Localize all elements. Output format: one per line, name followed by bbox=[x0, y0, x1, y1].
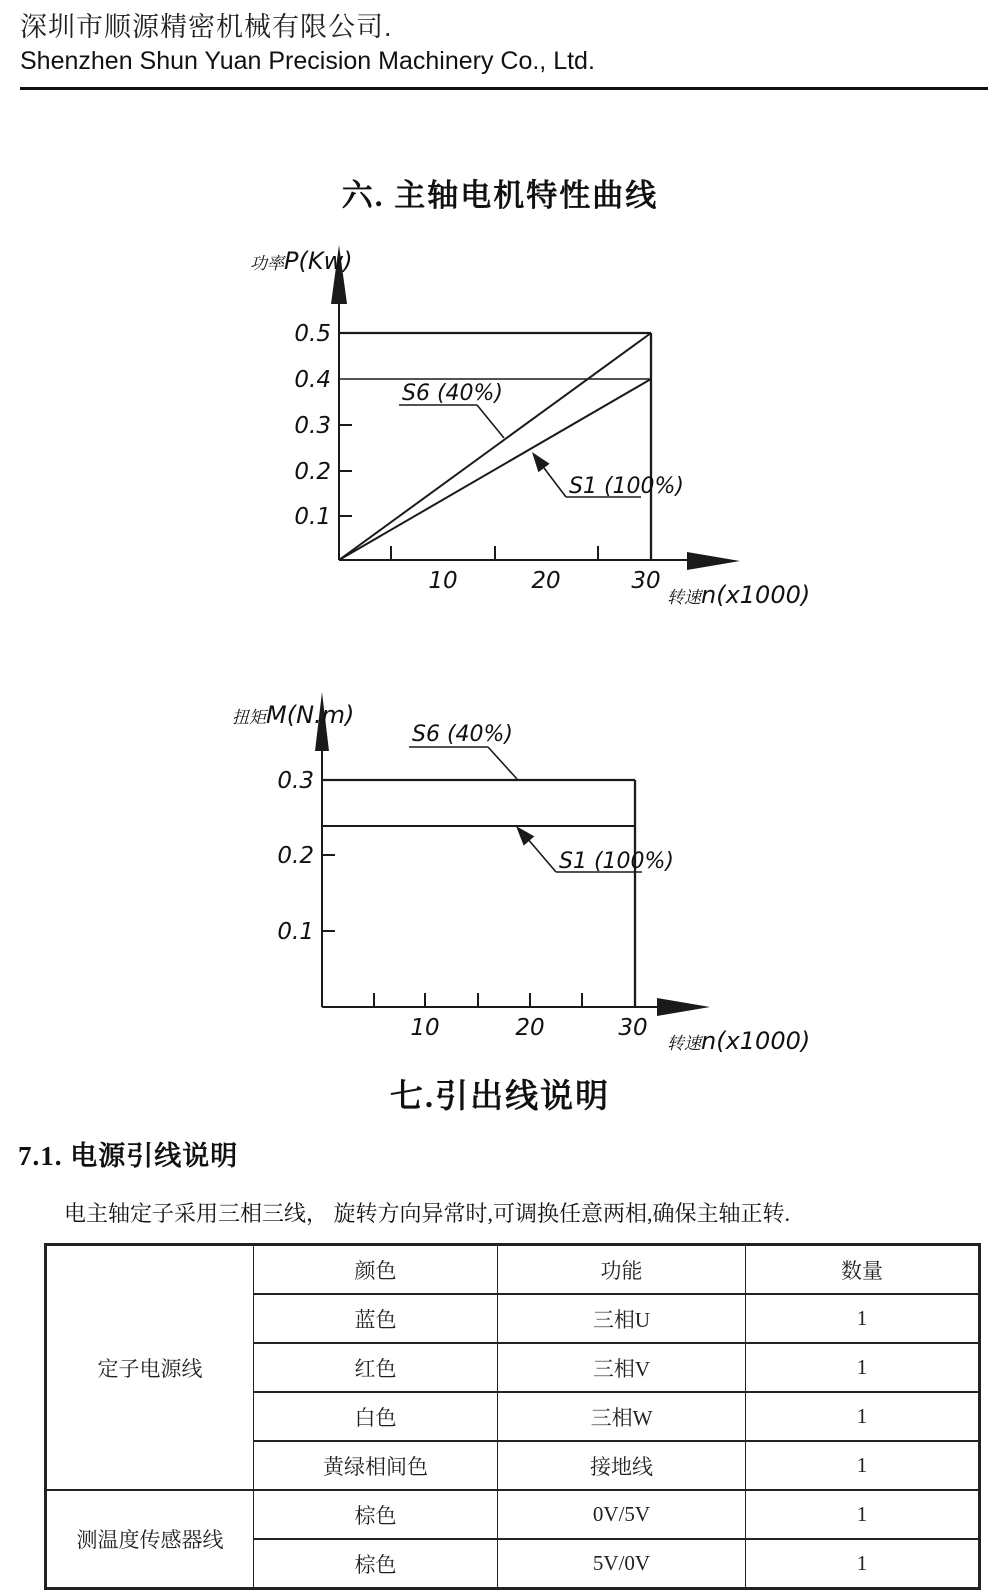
cell-color: 蓝色 bbox=[254, 1294, 498, 1343]
y-tick-label: 0.2 bbox=[294, 459, 331, 485]
section7-1-title: 7.1. 电源引线说明 bbox=[18, 1141, 239, 1171]
s6-label: S6 (40%) bbox=[412, 722, 514, 747]
power-speed-chart bbox=[0, 230, 1000, 630]
s6-leader-line bbox=[477, 405, 504, 438]
y-tick-label: 0.1 bbox=[294, 504, 331, 530]
x-tick-label: 20 bbox=[531, 568, 561, 594]
x-tick-label: 10 bbox=[410, 1015, 440, 1041]
x-tick-label: 30 bbox=[631, 568, 661, 594]
cell-color: 黄绿相间色 bbox=[254, 1441, 498, 1490]
cell-color: 白色 bbox=[254, 1392, 498, 1441]
cell-function: 三相W bbox=[498, 1392, 746, 1441]
cell-qty: 1 bbox=[746, 1392, 980, 1441]
cell-function: 三相U bbox=[498, 1294, 746, 1343]
s1-arrow-icon bbox=[532, 452, 550, 472]
y-tick-marks bbox=[339, 425, 352, 516]
x-tick-marks bbox=[391, 546, 598, 560]
y-tick-label: 0.3 bbox=[294, 413, 331, 439]
table-row bbox=[46, 1490, 980, 1539]
x-tick-label: 10 bbox=[428, 568, 458, 594]
group-label-temp-sensor: 测温度传感器线 bbox=[46, 1490, 254, 1589]
cell-function: 0V/5V bbox=[498, 1490, 746, 1539]
y-axis-title: 功率P(Kw) bbox=[250, 247, 353, 275]
y-tick-label: 0.4 bbox=[294, 367, 331, 393]
cell-color: 棕色 bbox=[254, 1490, 498, 1539]
torque-speed-chart bbox=[0, 670, 1000, 1070]
section6-title: 六. 主轴电机特性曲线 bbox=[341, 178, 659, 213]
cell-function: 三相V bbox=[498, 1343, 746, 1392]
header-function: 功能 bbox=[498, 1245, 746, 1295]
wire-table bbox=[44, 1243, 981, 1590]
company-name-en: Shenzhen Shun Yuan Precision Machinery Co., Ltd. bbox=[20, 47, 595, 75]
x-axis-arrow-icon bbox=[687, 552, 740, 570]
cell-qty: 1 bbox=[746, 1490, 980, 1539]
s1-label: S1 (100%) bbox=[559, 849, 675, 874]
s1-leader-line bbox=[544, 468, 566, 497]
y-tick-label: 0.2 bbox=[277, 843, 314, 869]
cell-function: 接地线 bbox=[498, 1441, 746, 1490]
header-qty: 数量 bbox=[746, 1245, 980, 1295]
x-tick-label: 30 bbox=[618, 1015, 648, 1041]
cell-color: 红色 bbox=[254, 1343, 498, 1392]
s6-label: S6 (40%) bbox=[402, 381, 504, 406]
x-axis-title: 转速n(x1000) bbox=[667, 1027, 811, 1055]
s6-leader-line bbox=[488, 747, 517, 779]
s6-curve bbox=[339, 333, 651, 560]
s1-leader-line bbox=[527, 838, 556, 872]
y-tick-marks bbox=[322, 855, 335, 931]
y-tick-label: 0.5 bbox=[294, 321, 331, 347]
company-name-cn: 深圳市顺源精密机械有限公司. bbox=[20, 12, 393, 42]
s1-label: S1 (100%) bbox=[569, 474, 685, 499]
header-color: 颜色 bbox=[254, 1245, 498, 1295]
cell-qty: 1 bbox=[746, 1441, 980, 1490]
cell-qty: 1 bbox=[746, 1294, 980, 1343]
section7-title: 七.引出线说明 bbox=[389, 1079, 611, 1115]
x-axis-title: 转速n(x1000) bbox=[667, 581, 811, 609]
group-label-stator: 定子电源线 bbox=[46, 1245, 254, 1491]
x-tick-label: 20 bbox=[515, 1015, 545, 1041]
x-axis-arrow-icon bbox=[657, 998, 710, 1016]
header-divider bbox=[20, 87, 988, 90]
table-header-row bbox=[46, 1245, 980, 1295]
cell-qty: 1 bbox=[746, 1343, 980, 1392]
intro-text: 电主轴定子采用三相三线， 旋转方向异常时,可调换任意两相,确保主轴正转. bbox=[64, 1201, 791, 1226]
cell-function: 5V/0V bbox=[498, 1539, 746, 1589]
cell-qty: 1 bbox=[746, 1539, 980, 1589]
s1-curve bbox=[339, 379, 651, 560]
y-tick-label: 0.3 bbox=[277, 768, 314, 794]
y-tick-label: 0.1 bbox=[277, 919, 314, 945]
cell-color: 棕色 bbox=[254, 1539, 498, 1589]
y-axis-title: 扭矩M(N.m) bbox=[232, 701, 355, 729]
x-tick-marks bbox=[374, 993, 582, 1007]
